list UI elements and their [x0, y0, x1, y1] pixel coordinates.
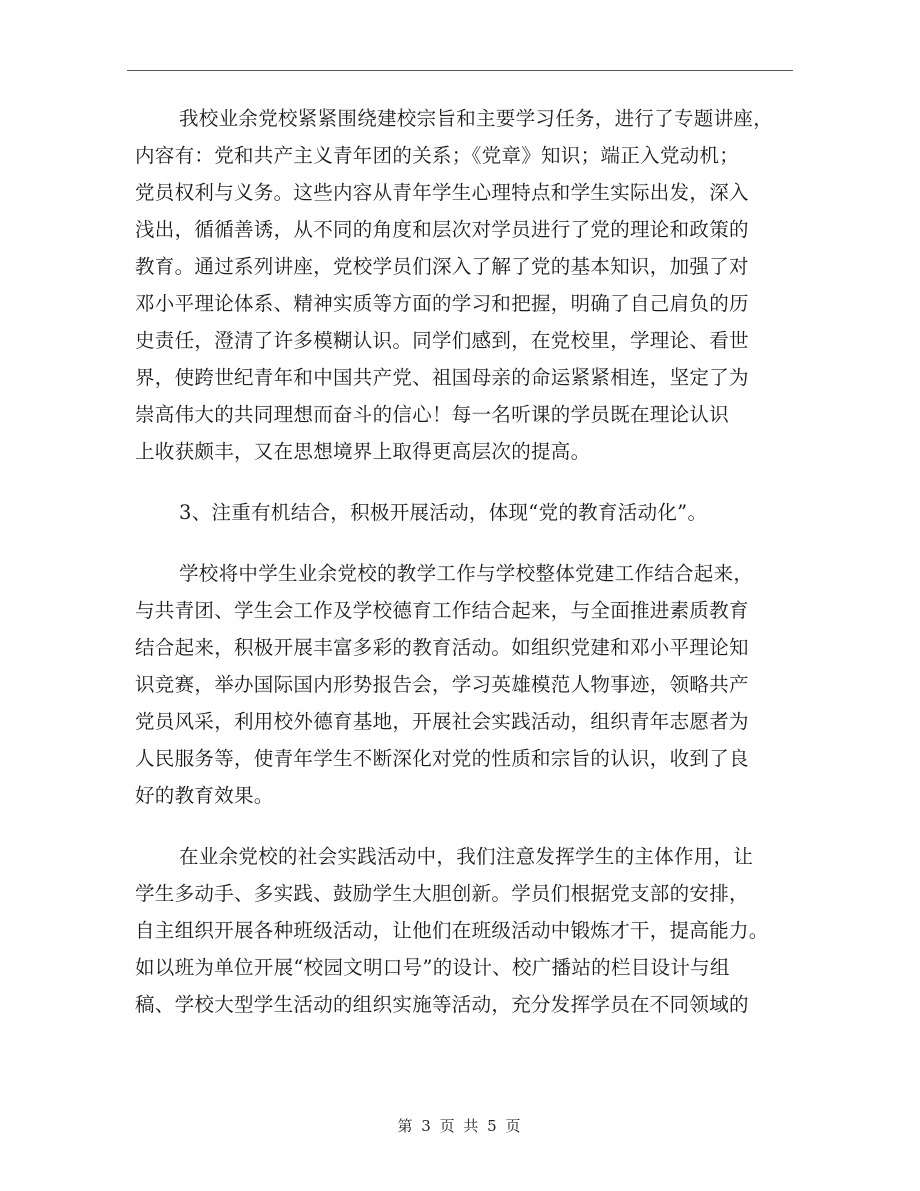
text-line: 识竞赛，举办国际国内形势报告会，学习英雄模范人物事迹，领略共产	[135, 673, 749, 696]
section-heading	[135, 494, 805, 531]
text-line: 教育。通过系列讲座，党校学员们深入了解了党的基本知识，加强了对	[135, 255, 749, 278]
text-line: 内容有：党和共产主义青年团的关系；《党章》知识；端正入党动机；	[135, 144, 740, 167]
text-line: 界，使跨世纪青年和中国共产党、祖国母亲的命运紧紧相连，坚定了为	[135, 366, 749, 389]
text-line: 浅出，循循善诱，从不同的角度和层次对学员进行了党的理论和政策的	[135, 218, 749, 241]
paragraph	[135, 555, 805, 814]
paragraph-gap	[135, 814, 805, 838]
text-line: 学生多动手、多实践、鼓励学生大胆创新。学员们根据党支部的安排，	[135, 882, 749, 905]
text-line: 结合起来，积极开展丰富多彩的教育活动。如组织党建和邓小平理论知	[135, 636, 749, 659]
text-line: 党员风采，利用校外德育基地，开展社会实践活动，组织青年志愿者为	[135, 710, 749, 733]
paragraph	[135, 838, 805, 1023]
text-line: 在业余党校的社会实践活动中，我们注意发挥学生的主体作用，让	[179, 845, 754, 868]
text-line: 与共青团、学生会工作及学校德育工作结合起来，与全面推进素质教育	[135, 599, 749, 622]
text-line: 学校将中学生业余党校的教学工作与学校整体党建工作结合起来，	[179, 562, 754, 585]
text-line: 自主组织开展各种班级活动，让他们在班级活动中锻炼才干，提高能力。	[135, 919, 769, 942]
text-line: 人民服务等，使青年学生不断深化对党的性质和宗旨的认识，收到了良	[135, 747, 749, 770]
text-line: 3、注重有机结合，积极开展活动，体现“党的教育活动化”。	[179, 501, 708, 524]
text-line: 史责任，澄清了许多模糊认识。同学们感到，在党校里，学理论、看世	[135, 329, 749, 352]
text-line: 如以班为单位开展“校园文明口号”的设计、校广播站的栏目设计与组	[135, 956, 730, 979]
text-line: 我校业余党校紧紧围绕建校宗旨和主要学习任务，进行了专题讲座，	[179, 107, 774, 130]
text-line: 稿、学校大型学生活动的组织实施等活动，充分发挥学员在不同领域的	[135, 993, 749, 1016]
text-line: 上收获颇丰，又在思想境界上取得更高层次的提高。	[135, 440, 591, 463]
page-number: 第 3 页 共 5 页	[397, 1117, 523, 1135]
header-rule	[127, 70, 793, 71]
text-line: 党员权利与义务。这些内容从青年学生心理特点和学生实际出发，深入	[135, 181, 749, 204]
text-line: 好的教育效果。	[135, 784, 274, 807]
text-line: 崇高伟大的共同理想而奋斗的信心！每一名听课的学员既在理论认识	[135, 403, 730, 426]
text-line: 邓小平理论体系、精神实质等方面的学习和把握，明确了自己肩负的历	[135, 292, 749, 315]
paragraph	[135, 100, 805, 470]
paragraph-gap	[135, 531, 805, 555]
document-body	[135, 100, 805, 1023]
paragraph-gap	[135, 470, 805, 494]
